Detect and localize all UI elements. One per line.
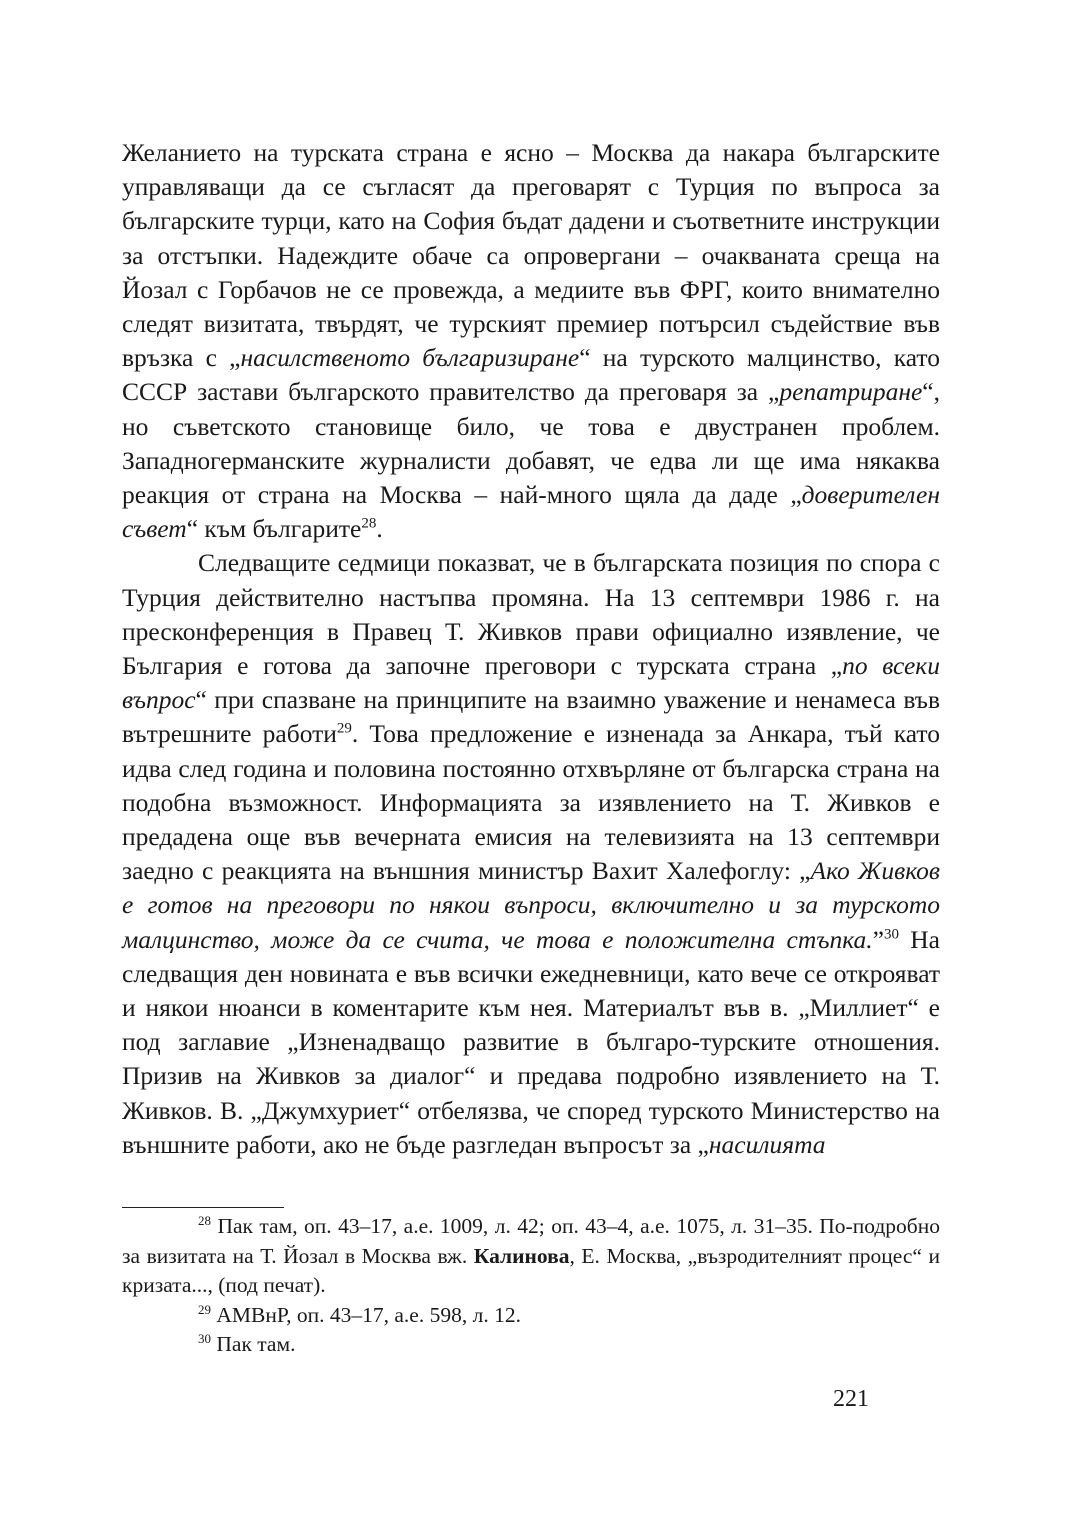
italic-run: насилията bbox=[708, 1129, 826, 1159]
italic-run: доверителен съвет bbox=[122, 480, 940, 544]
body-paragraph-1 bbox=[122, 136, 940, 546]
text-run: АМВнР, оп. 43–17, а.е. 598, л. 12. bbox=[211, 1302, 521, 1327]
body-paragraph-2 bbox=[122, 546, 940, 1162]
footnote-28 bbox=[122, 1212, 940, 1301]
text-run: “ при спазване на принципите на взаимно уважение и ненамеса във вътрешните работи bbox=[122, 685, 940, 749]
text-run: . Това предложение е изненада за Анкара, тъй като идва след година и половина постоянно отхвърляне от българска страна на подобна възможност. Информацията за изявлението на Т. Живков е предадена още във вечерната емисия на телевизията на 13 септември заедно с реакцията на външния министър Вахит Халефоглу: „ bbox=[122, 719, 940, 886]
bold-run: Калинова bbox=[473, 1243, 570, 1268]
footnote-ref: 28 bbox=[198, 1212, 211, 1228]
italic-run: репатриране bbox=[779, 377, 923, 407]
italic-run: насилственото българизиране bbox=[240, 343, 580, 373]
text-run: Желанието на турската страна е ясно – Москва да накара българските управляващи да се съгласят да преговарят с Турция по въпроса за българските турци, като на София бъдат дадени и съответните инструкции за отстъпки. Надеждите обаче са опровергани – очакваната среща на Йозал с Горбачов не се провежда, а медиите във ФРГ, които внимателно следят визитата, твърдят, че турският премиер потърсил съдействие във връзка с „ bbox=[122, 138, 940, 373]
text-run: . bbox=[376, 514, 383, 544]
footnote-ref: 30 bbox=[883, 926, 899, 943]
text-run: ” bbox=[872, 924, 884, 954]
text-run: Пак там, оп. 43–17, а.е. 1009, л. 42; оп. 43–4, а.е. 1075, л. 31–35. По-подробно за визитата на Т. Йозал в Москва вж. bbox=[122, 1214, 940, 1268]
text-run: Пак там. bbox=[211, 1332, 296, 1356]
text-run: , Е. Москва, „възродителният процес“ и кризата..., (под печат). bbox=[122, 1243, 941, 1297]
text-run: “ към българите bbox=[186, 514, 362, 544]
footnote-ref: 28 bbox=[361, 515, 377, 532]
text-run: На следващия ден новината е във всички ежедневници, като вече се открояват и някои нюанси в коментарите към нея. Материалът във в. „Миллиет“ е под заглавие „Изненадващо развитие в българо-турските отношения. Призив на Живков за диалог“ и предава подробно изявлението на Т. Живков. В. „Джумхуриет“ отбелязва, че според турското Министерство на външните работи, ако не бъде разгледан въпросът за „ bbox=[122, 924, 941, 1159]
footnotes bbox=[122, 1212, 940, 1360]
footnote-separator bbox=[122, 1207, 284, 1208]
footnote-30 bbox=[122, 1330, 940, 1360]
footnote-29 bbox=[122, 1301, 940, 1331]
page-number: 221 bbox=[833, 1386, 869, 1412]
footnote-ref: 30 bbox=[198, 1330, 211, 1346]
footnote-ref: 29 bbox=[198, 1301, 211, 1317]
page-body bbox=[122, 136, 940, 1162]
footnote-ref: 29 bbox=[336, 720, 352, 737]
text-run: “ на турското малцинство, като СССР застави българското правителство да преговаря за „ bbox=[122, 343, 940, 407]
text-run: Следващите седмици показват, че в българската позиция по спора с Турция действително настъпва промяна. На 13 септември 1986 г. на пресконференция в Правец Т. Живков прави официално изявление, че България е готова да започне преговори с турската страна „ bbox=[122, 548, 940, 681]
italic-run: по всеки въпрос bbox=[122, 651, 940, 715]
text-run: “, но съветското становище било, че това е двустранен проблем. Западногерманските журналисти добавят, че едва ли ще има някаква реакция от страна на Москва – най-много щяла да даде „ bbox=[122, 377, 940, 510]
italic-run: Ако Живков е готов на преговори по някои въпроси, включително и за турското малцинство, може да се счита, че това е положителна стъпка. bbox=[122, 856, 940, 954]
